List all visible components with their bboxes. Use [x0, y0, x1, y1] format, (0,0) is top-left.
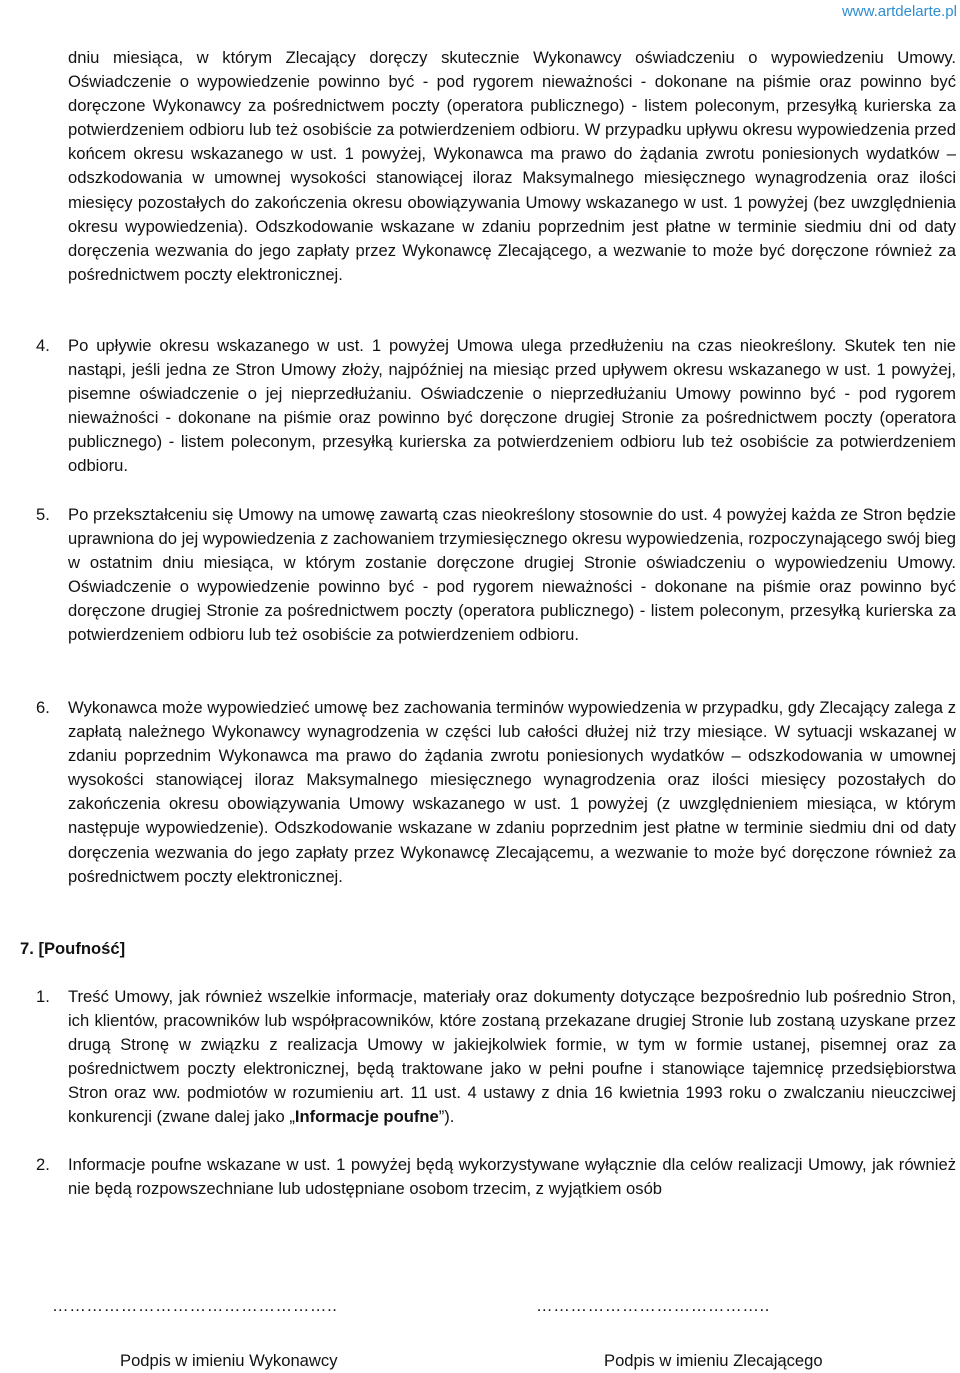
item-number: 2. [36, 1155, 50, 1174]
item-number: 5. [36, 505, 50, 524]
item-text: Po przekształceniu się Umowy na umowę zawartą czas nieokreślony stosownie do ust. 4 powyżej każda ze Stron będzie uprawniona do jej wypowiedzenia z zachowaniem trzymiesięcznego okresu wypowiedzenia, rozpoczynającego swój bieg w ostatnim dniu miesiąca, w którym zostanie doręczone drugiej Stronie oświadczeniu o wypowiedzeniu Umowy. Oświadczenie o wypowiedzenie powinno być - pod rygorem nieważności - dokonane na piśmie oraz powinno być doręczone drugiej Stronie za pośrednictwem poczty (operatora publicznego) - listem poleconym, przesyłką kurierska za potwierdzeniem odbioru lub też osobiście za potwierdzeniem odbioru. [68, 505, 956, 645]
item-text: Wykonawca może wypowiedzieć umowę bez zachowania terminów wypowiedzenia w przypadku, gdy Zlecający zalega z zapłatą należnego Wykonawcy wynagrodzenia w części lub całości dłużej niż trzy miesiące. W sytuacji wskazanej w zdaniu poprzednim Wykonawca ma prawo do żądania zwrotu poniesionych wydatków – odszkodowania w umownej wysokości stanowiącej iloraz Maksymalnego miesięcznego wynagrodzenia oraz ilości miesięcy pozostałych do zakończenia okresu obowiązywania Umowy wskazanego w ust. 1 powyżej (z uwzględnieniem miesiąca, w którym następuje wypowiedzenie). Odszkodowanie wskazane w zdaniu poprzednim jest płatne w terminie siedmiu dni od daty doręczenia wezwania do jego zapłaty przez Wykonawcę Zlecającemu, a wezwanie to może być doręczone również za pośrednictwem poczty elektronicznej. [68, 698, 956, 886]
item-number: 4. [36, 336, 50, 355]
item-text: Treść Umowy, jak również wszelkie informacje, materiały oraz dokumenty dotyczące bezpośrednio lub pośrednio Stron, ich klientów, pracowników lub współpracowników, które zostaną przekazane drugiej Stronie lub zostaną uzyskane przez drugą Stronę w związku z realizacja Umowy w jakiejkolwiek formie, w tym w formie ustanej, pisemnej oraz za pośrednictwem poczty elektronicznej, będą traktowane jako w pełni poufne i stanowiące tajemnicę przedsiębiorstwa Stron oraz ww. podmiotów w rozumieniu art. 11 ust. 4 ustawy z dnia 16 kwietnia 1993 roku o zwalczaniu nieuczciwej konkurencji (zwane dalej jako „Informacje poufne”). [68, 987, 956, 1127]
section-heading: 7. [Poufność] [20, 939, 126, 958]
signature-label-client: Podpis w imieniu Zlecającego [604, 1351, 823, 1370]
item-text: Po upływie okresu wskazanego w ust. 1 powyżej Umowa ulega przedłużeniu na czas nieokreślony. Skutek ten nie nastąpi, jeśli jedna ze Stron Umowy złoży, najpóźniej na miesiąc przed upływem okresu wskazanego w ust. 1 powyżej, pisemne oświadczenie o jej nieprzedłużaniu. Oświadczenie o nieprzedłużaniu Umowy powinno być - pod rygorem nieważności - dokonane na piśmie oraz powinno być doręczone drugiej Stronie za pośrednictwem poczty (operatora publicznego) - listem poleconym, przesyłką kurierska za potwierdzeniem odbioru lub też osobiście za potwierdzeniem odbioru. [68, 336, 956, 476]
signature-line-client: ………………………………….. [536, 1296, 770, 1315]
signature-line-contractor: ………………………………………….. [52, 1296, 338, 1315]
defined-term: Informacje poufne [294, 1107, 439, 1127]
item-number: 1. [36, 987, 50, 1006]
signature-label-contractor: Podpis w imieniu Wykonawcy [120, 1351, 338, 1370]
intro-paragraph: dniu miesiąca, w którym Zlecający doręczy skutecznie Wykonawcy oświadczeniu o wypowiedzeniu Umowy. Oświadczenie o wypowiedzenie powinno być - pod rygorem nieważności - dokonane na piśmie oraz powinno być doręczone Wykonawcy za pośrednictwem poczty (operatora publicznego) - listem poleconym, przesyłką kurierska za potwierdzeniem odbioru lub też osobiście za potwierdzeniem odbioru. W przypadku upływu okresu wypowiedzenia przed końcem okresu wskazanego w ust. 1 powyżej, Wykonawca ma prawo do żądania zwrotu poniesionych wydatków – odszkodowania w umownej wysokości stanowiącej iloraz Maksymalnego miesięcznego wynagrodzenia oraz ilości miesięcy pozostałych do zakończenia okresu obowiązywania Umowy wskazanego w ust. 1 powyżej (bez uwzględnienia okresu wypowiedzenia). Odszkodowanie wskazane w zdaniu poprzednim jest płatne w terminie siedmiu dni od daty doręczenia wezwania do jego zapłaty przez Wykonawcę Zlecającego, a wezwanie to może być doręczone również za pośrednictwem poczty elektronicznej. [68, 48, 956, 284]
item-text: Informacje poufne wskazane w ust. 1 powyżej będą wykorzystywane wyłącznie dla celów realizacji Umowy, jak również nie będą rozpowszechniane lub udostępniane osobom trzecim, z wyjątkiem osób [68, 1155, 956, 1199]
item-number: 6. [36, 698, 50, 717]
watermark: www.artdelarte.pl [841, 3, 957, 20]
